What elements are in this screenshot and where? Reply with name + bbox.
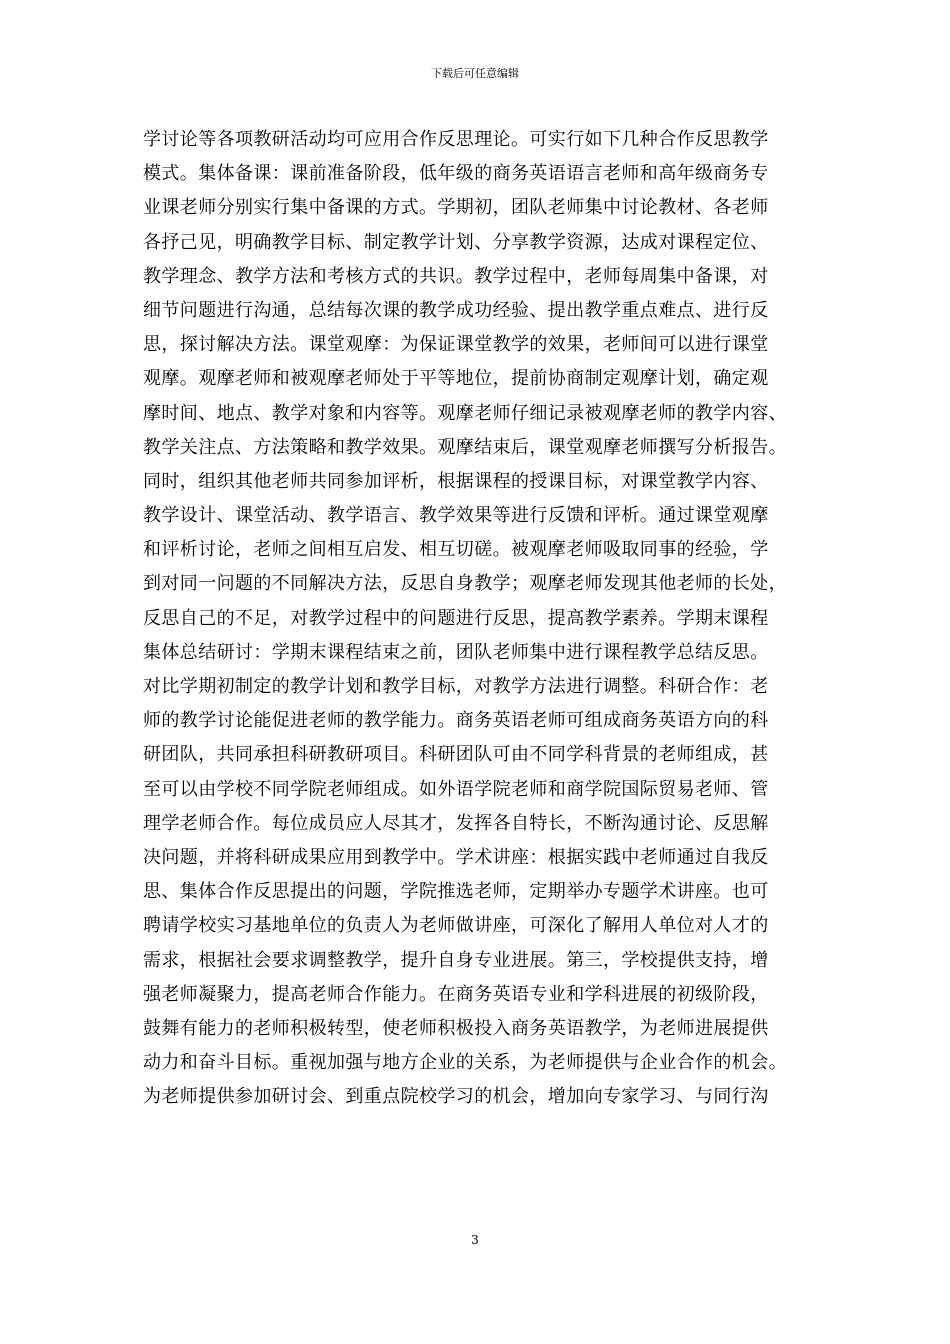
text-line: 细节问题进行沟通，总结每次课的教学成功经验、提出教学重点难点、进行反 [143, 299, 769, 321]
text-line: 教学关注点、方法策略和教学效果。观摩结束后，课堂观摩老师撰写分析报告。 [143, 436, 787, 458]
text-line: 聘请学校实习基地单位的负责人为老师做讲座，可深化了解用人单位对人才的 [143, 915, 769, 937]
text-line: 集体总结研讨：学期末课程结束之前，团队老师集中进行课程教学总结反思。 [143, 641, 769, 663]
text-line: 观摩。观摩老师和被观摩老师处于平等地位，提前协商制定观摩计划，确定观 [143, 368, 769, 390]
text-line: 业课老师分别实行集中备课的方式。学期初，团队老师集中讨论教材、各老师 [143, 197, 769, 219]
page-header: 下载后可任意编辑 [431, 67, 519, 80]
text-line: 思、集体合作反思提出的问题，学院推选老师，定期举办专题学术讲座。也可 [143, 881, 769, 903]
text-line: 动力和奋斗目标。重视加强与地方企业的关系，为老师提供与企业合作的机会。 [143, 1052, 787, 1074]
text-line: 思，探讨解决方法。课堂观摩：为保证课堂教学的效果，老师间可以进行课堂 [143, 334, 769, 356]
text-line: 各抒己见，明确教学目标、制定教学计划、分享教学资源，达成对课程定位、 [143, 231, 769, 253]
text-line: 理学老师合作。每位成员应人尽其才，发挥各自特长，不断沟通讨论、反思解 [143, 812, 769, 834]
text-line: 到对同一问题的不同解决方法，反思自身教学；观摩老师发现其他老师的长处， [143, 573, 787, 595]
text-line: 至可以由学校不同学院老师组成。如外语学院老师和商学院国际贸易老师、管 [143, 778, 769, 800]
text-line: 模式。集体备课：课前准备阶段，低年级的商务英语语言老师和高年级商务专 [143, 163, 769, 185]
text-line: 和评析讨论，老师之间相互启发、相互切磋。被观摩老师吸取同事的经验，学 [143, 539, 769, 561]
text-line: 教学设计、课堂活动、教学语言、教学效果等进行反馈和评析。通过课堂观摩 [143, 505, 769, 527]
body-text [143, 123, 823, 1114]
text-line: 师的教学讨论能促进老师的教学能力。商务英语老师可组成商务英语方向的科 [143, 710, 769, 732]
text-line: 对比学期初制定的教学计划和教学目标，对教学方法进行调整。科研合作：老 [143, 676, 769, 697]
text-line: 需求，根据社会要求调整教学，提升自身专业进展。第三，学校提供支持，增 [143, 949, 769, 971]
text-line: 决问题，并将科研成果应用到教学中。学术讲座：根据实践中老师通过自我反 [143, 846, 769, 868]
text-line: 强老师凝聚力，提高老师合作能力。在商务英语专业和学科进展的初级阶段， [143, 983, 769, 1005]
text-line: 研团队，共同承担科研教研项目。科研团队可由不同学科背景的老师组成，甚 [143, 744, 769, 766]
text-line: 教学理念、教学方法和考核方式的共识。教学过程中，老师每周集中备课，对 [143, 265, 769, 287]
text-line: 同时，组织其他老师共同参加评析，根据课程的授课目标，对课堂教学内容、 [143, 470, 769, 492]
text-line: 鼓舞有能力的老师积极转型，使老师积极投入商务英语教学，为老师进展提供 [143, 1017, 769, 1039]
text-line: 为老师提供参加研讨会、到重点院校学习的机会，增加向专家学习、与同行沟 [143, 1086, 769, 1108]
text-line: 摩时间、地点、教学对象和内容等。观摩老师仔细记录被观摩老师的教学内容、 [143, 402, 787, 424]
text-line: 学讨论等各项教研活动均可应用合作反思理论。可实行如下几种合作反思教学 [143, 129, 769, 150]
text-line: 反思自己的不足，对教学过程中的问题进行反思，提高教学素养。学期末课程 [143, 607, 769, 629]
page-number: 3 [471, 1233, 479, 1247]
